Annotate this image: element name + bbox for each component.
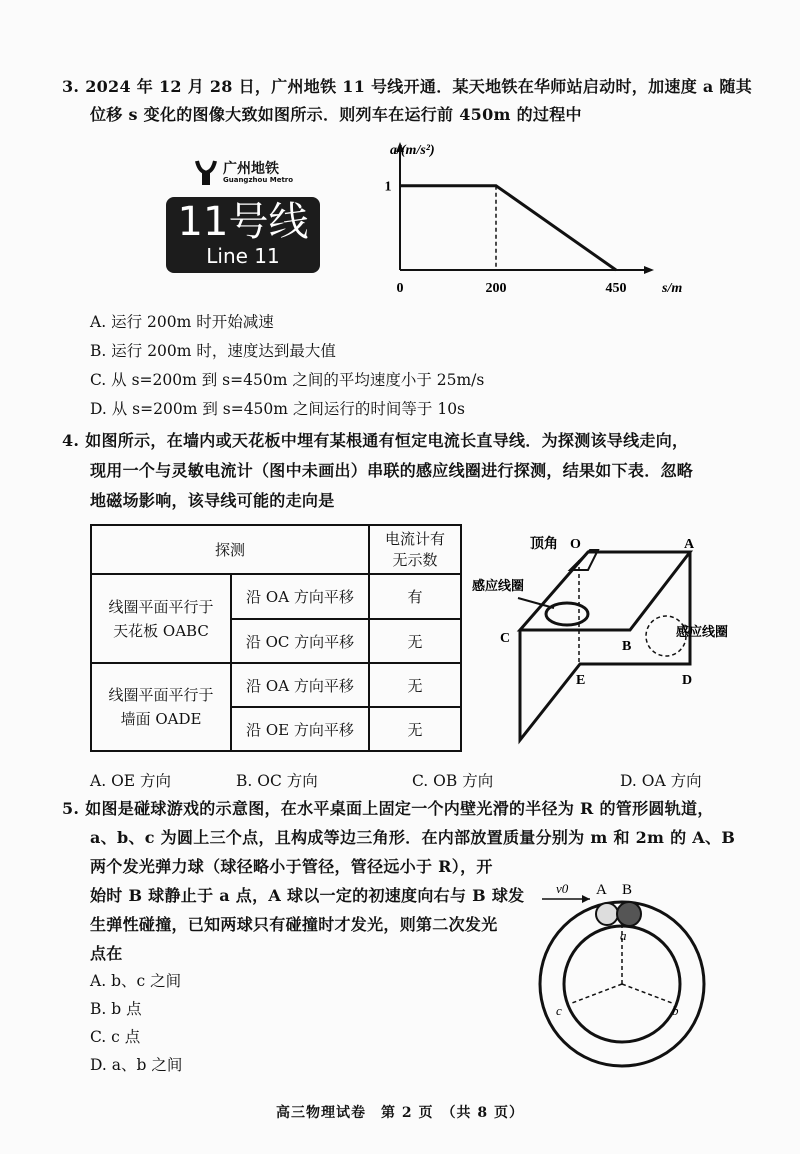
q4-stem-line2: 现用一个与灵敏电流计（图中未画出）串联的感应线圈进行探测，结果如下表．忽略 [90, 461, 694, 480]
q5-line1: 如图是碰球游戏的示意图，在水平桌面上固定一个内壁光滑的半径为 R 的管形圆轨道， [85, 799, 714, 818]
a-s-chart [360, 138, 683, 302]
coil-label-2: 感应线圈 [676, 625, 729, 640]
q3-option-a-text: 运行 200m 时开始减速 [111, 313, 274, 331]
point-b: B [622, 639, 632, 654]
q3-option-b[interactable] [90, 338, 336, 364]
reading-cell: 无 [369, 707, 461, 751]
q3-stem [62, 72, 752, 102]
q4-stem-line3: 地磁场影响，该导线可能的走向是 [90, 491, 335, 510]
q4-option-d-label: D. [620, 772, 637, 790]
q3-option-d[interactable] [90, 396, 465, 422]
q5-option-d-label: D. [90, 1056, 107, 1074]
x-tick-label: 450 [605, 281, 627, 296]
wall-plane [520, 552, 693, 740]
point-a-label: a [620, 928, 627, 943]
ball-a-label: A [596, 882, 607, 898]
q4-option-b-text: OC 方向 [257, 772, 318, 790]
q3-option-a[interactable] [90, 309, 274, 335]
header-meter-line1: 电流计有 [384, 529, 445, 548]
x-tick-label: 0 [396, 281, 404, 296]
y-tick-label: 1 [384, 179, 392, 195]
q5-line6: 点在 [90, 944, 123, 963]
line11-sign [166, 197, 320, 273]
q5-option-d-text: a、b 之间 [111, 1056, 183, 1074]
metro-brand [195, 158, 305, 192]
q4-option-a-text: OE 方向 [111, 772, 172, 790]
q5-option-a[interactable] [90, 968, 181, 994]
move-cell: 沿 OC 方向平移 [231, 619, 369, 663]
point-c: C [500, 631, 511, 646]
q5-option-b[interactable] [90, 996, 142, 1022]
plane-wall-line1: 线圈平面平行于 [108, 686, 214, 704]
point-d: D [682, 673, 693, 688]
coil-horizontal [546, 603, 588, 625]
q3-option-c[interactable] [90, 367, 484, 393]
q3-stem-line1: 2024 年 12 月 28 日，广州地铁 11 号线开通．某天地铁在华师站启动时，加速度 a 随其 [85, 77, 753, 96]
q4-option-c-text: OB 方向 [433, 772, 494, 790]
q5-stem [62, 794, 714, 824]
x-tick-label: 200 [485, 281, 507, 296]
line11-sign-cn: 11号线 [177, 199, 309, 245]
q3-option-b-label: B. [90, 342, 107, 360]
move-cell: 沿 OE 方向平移 [231, 707, 369, 751]
v0-arrowhead [582, 895, 590, 903]
q5-option-b-text: b 点 [111, 1000, 142, 1018]
q5-option-a-label: A. [90, 972, 107, 990]
q5-line2: a、b、c 为圆上三个点，且构成等边三角形．在内部放置质量分别为 m 和 2m 的 A、B [90, 828, 736, 847]
q5-option-b-label: B. [90, 1000, 107, 1018]
point-a: A [684, 537, 695, 552]
q5-option-c-label: C. [90, 1028, 107, 1046]
table-row [91, 663, 461, 707]
metro-brand-cn: 广州地铁 [223, 161, 279, 177]
point-o: O [570, 537, 581, 552]
plane-ceiling-line1: 线圈平面平行于 [108, 597, 214, 616]
q3-option-d-label: D. [90, 400, 107, 418]
x-axis-arrow [644, 266, 654, 274]
q5-option-a-text: b、c 之间 [111, 972, 182, 990]
point-b-label: b [672, 1003, 679, 1018]
q3-number: 3. [62, 77, 80, 96]
q4-stem [62, 426, 688, 456]
y-axis-label: a/(m/s²) [390, 143, 435, 158]
q5-line4: 始时 B 球静止于 a 点，A 球以一定的初速度向右与 B 球发 [90, 886, 525, 905]
metro-logo-icon [195, 160, 217, 186]
reading-cell: 有 [369, 574, 461, 619]
move-cell: 沿 OA 方向平移 [231, 574, 369, 619]
ball-b [617, 902, 641, 926]
ball-b-label: B [622, 882, 633, 898]
q4-number: 4. [62, 431, 80, 450]
reading-cell: 无 [369, 619, 461, 663]
q4-option-c-label: C. [412, 772, 429, 790]
q4-option-a[interactable] [90, 768, 171, 794]
metro-brand-en: Guangzhou Metro [223, 176, 294, 184]
q4-option-b-label: B. [236, 772, 253, 790]
q4-option-d-text: OA 方向 [641, 772, 702, 790]
point-c-label: c [556, 1003, 562, 1018]
q3-option-b-text: 运行 200m 时，速度达到最大值 [111, 342, 336, 360]
header-probe: 探测 [91, 525, 369, 574]
plane-ceiling [91, 574, 231, 663]
q3-option-a-label: A. [90, 313, 107, 331]
reading-cell: 无 [369, 663, 461, 707]
q5-option-c[interactable] [90, 1024, 140, 1050]
v0-label: v0 [556, 881, 569, 896]
q4-option-a-label: A. [90, 772, 107, 790]
q3-stem-line2: 位移 s 变化的图像大致如图所示．则列车在运行前 450m 的过程中 [90, 105, 582, 124]
q3-option-d-text: 从 s=200m 到 s=450m 之间运行的时间等于 10s [111, 400, 466, 418]
q3-option-c-label: C. [90, 371, 107, 389]
corner-label: 顶角 [530, 536, 558, 552]
q3-option-c-text: 从 s=200m 到 s=450m 之间的平均速度小于 25m/s [111, 371, 485, 389]
line11-sign-en: Line 11 [206, 244, 280, 268]
q5-line5: 生弹性碰撞，已知两球只有碰撞时才发光，则第二次发光 [90, 915, 498, 934]
probe-table-header [91, 525, 461, 574]
move-cell: 沿 OA 方向平移 [231, 663, 369, 707]
ball-a [596, 903, 618, 925]
header-meter [369, 525, 461, 574]
probe-table [90, 524, 462, 752]
coil-leader-line [518, 598, 554, 608]
plane-wall-line2: 墙面 OADE [120, 710, 202, 728]
q4-stem-line1: 如图所示，在墙内或天花板中埋有某根通有恒定电流长直导线．为探测该导线走向， [85, 431, 689, 450]
ring-track-figure [520, 862, 770, 1102]
q5-number: 5. [62, 799, 80, 818]
q5-option-d[interactable] [90, 1052, 182, 1078]
coil-label-1: 感应线圈 [472, 579, 525, 594]
a-s-series-line [400, 186, 616, 270]
point-e: E [576, 673, 586, 688]
q5-line3: 两个发光弹力球（球径略小于管径，管径远小于 R），开 [90, 857, 493, 876]
q4-option-d[interactable] [620, 768, 702, 794]
ceiling-wall-figure [470, 520, 790, 760]
q5-option-c-text: c 点 [111, 1028, 141, 1046]
page-footer: 高三物理试卷 第 2 页 （共 8 页） [276, 1105, 524, 1121]
x-axis-label: s/m [662, 281, 683, 296]
q4-option-b[interactable] [236, 768, 318, 794]
table-row [91, 574, 461, 619]
q4-option-c[interactable] [412, 768, 493, 794]
plane-ceiling-line2: 天花板 OABC [113, 621, 209, 640]
header-meter-line2: 无示数 [392, 550, 438, 569]
ceiling-plane [520, 552, 690, 630]
plane-wall [91, 663, 231, 751]
